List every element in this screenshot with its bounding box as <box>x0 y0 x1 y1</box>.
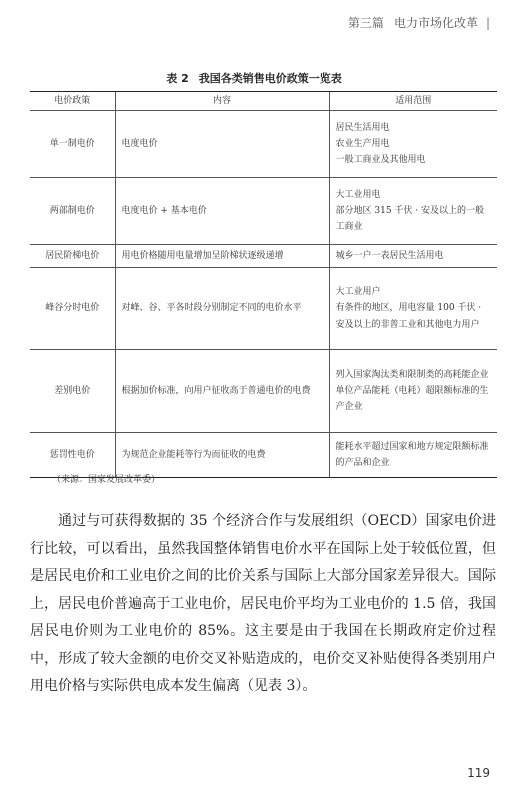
policy-scope <box>329 178 497 245</box>
scope-line: 大工业用户 <box>335 287 381 298</box>
policy-name: 惩罚性电价 <box>30 433 115 478</box>
policy-content: 根据加价标准，向用户征收高于普通电价的电费 <box>115 350 329 433</box>
table-source-note: （来源：国家发展改革委） <box>52 475 161 485</box>
policy-scope <box>329 433 497 478</box>
scope-line: 一般工商业及其他用电 <box>335 155 426 166</box>
running-head-part: 第三篇 <box>347 16 384 30</box>
column-header-scope: 适用范围 <box>329 92 497 111</box>
scope-line: 城乡一户一表居民生活用电 <box>335 250 444 261</box>
policy-scope <box>329 111 497 178</box>
policy-content: 对峰、谷、平各时段分别制定不同的电价水平 <box>115 268 329 350</box>
table-title: 我国各类销售电价政策一览表 <box>198 72 342 85</box>
table-number: 表 2 <box>166 72 189 85</box>
policy-name: 差别电价 <box>30 350 115 433</box>
table-row <box>30 245 497 268</box>
scope-line: 有条件的地区，用电容量 100 千伏 · 安及以上的非普工业和其他电力用户 <box>335 303 482 330</box>
column-header-content: 内容 <box>115 92 329 111</box>
running-head <box>348 14 490 31</box>
table-row <box>30 433 497 478</box>
policy-name: 峰谷分时电价 <box>30 268 115 350</box>
column-header-policy: 电价政策 <box>30 92 115 111</box>
policy-scope <box>329 268 497 350</box>
table-row <box>30 350 497 433</box>
scope-line: 居民生活用电 <box>335 122 390 133</box>
policy-content: 电度电价 <box>115 111 329 178</box>
policy-name: 两部制电价 <box>30 178 115 245</box>
scope-line: 大工业用电 <box>335 189 381 200</box>
table-row <box>30 178 497 245</box>
scope-line: 农业生产用电 <box>335 138 390 149</box>
policy-name: 居民阶梯电价 <box>30 245 115 268</box>
policy-content: 用电价格随用电量增加呈阶梯状逐级递增 <box>115 245 329 268</box>
table-caption <box>0 70 508 86</box>
running-head-title: 电力市场化改革 <box>393 16 478 30</box>
body-paragraph: 通过与可获得数据的 35 个经济合作与发展组织（OECD）国家电价进行比较，可以看出，虽然我国整体销售电价水平在国际上处于较低位置，但是居民电价和工业电价之间的比价关系与国际上大部分国家差异很大。国际上，居民电价普遍高于工业电价，居民电价平均为工业电价的 1.5 倍，我国居民电价则为工业电价的 85%。这主要是由于我国在长期政府定价过程中，形成了较大金额的电价交叉补贴造成的，电价交叉补贴使得各类别用户用电价格与实际供电成本发生偏离（见表 3）。 <box>30 513 496 694</box>
policy-scope <box>329 350 497 433</box>
scope-line: 部分地区 315 千伏 · 安及以上的一般工商业 <box>335 205 484 233</box>
table-row <box>30 111 497 178</box>
running-head-bar: | <box>485 16 490 30</box>
policy-scope <box>329 245 497 268</box>
policy-content: 为规范企业能耗等行为而征收的电费 <box>115 433 329 478</box>
table-header-row <box>30 92 497 111</box>
scope-line: 单位产品能耗（电耗）超限额标准的生产企业 <box>335 385 489 413</box>
page-number: 119 <box>467 766 490 780</box>
table-row <box>30 268 497 350</box>
policy-name: 单一制电价 <box>30 111 115 178</box>
scope-line: 能耗水平超过国家和地方规定限额标准的产品和企业 <box>335 441 489 468</box>
scope-line: 列入国家淘汰类和限制类的高耗能企业 <box>335 369 489 380</box>
policy-content: 电度电价 + 基本电价 <box>115 178 329 245</box>
electricity-price-policy-table <box>30 91 497 478</box>
